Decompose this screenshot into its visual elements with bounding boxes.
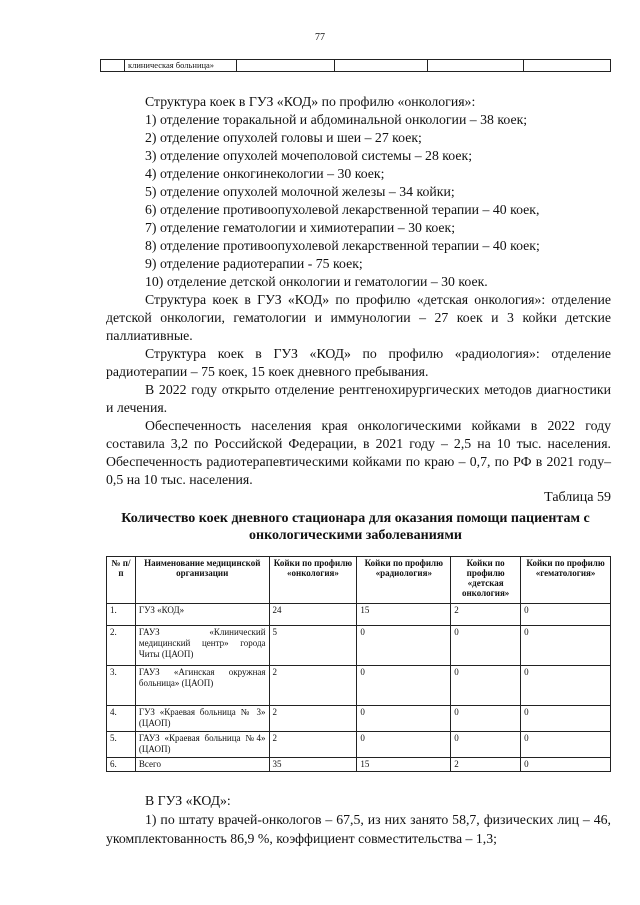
column-header: Койки по профилю «радиология»	[357, 557, 451, 604]
table-row	[107, 666, 611, 706]
table-cell: 24	[269, 604, 357, 626]
column-header: Койки по профилю «онкология»	[269, 557, 357, 604]
table-cell: ГУЗ «КОД»	[135, 604, 269, 626]
list-item: 8) отделение противоопухолевой лекарственной терапии – 40 коек;	[145, 238, 540, 253]
table-cell: ГАУЗ «Краевая больница №4» (ЦАОП)	[135, 732, 269, 758]
beds-table	[106, 556, 611, 772]
table-cell: 2	[269, 732, 357, 758]
list-item: 3) отделение опухолей мочеполовой системы – 28 коек;	[145, 148, 473, 163]
table-cell: клиническая больница»	[124, 60, 236, 72]
column-header: Койки по профилю «детская онкология»	[451, 557, 521, 604]
table-cell: 2	[269, 666, 357, 706]
table-row-total	[107, 758, 611, 772]
table-cell: 35	[269, 758, 357, 772]
section-heading: В ГУЗ «КОД»:	[145, 793, 231, 808]
table-cell	[101, 60, 125, 72]
table-cell	[334, 60, 428, 72]
list-item: 6) отделение противоопухолевой лекарственной терапии – 40 коек,	[145, 202, 540, 217]
paragraph: В 2022 году открыто отделение рентгенохирургических методов диагностики и лечения.	[106, 382, 611, 415]
table-cell: ГАУЗ «Клинический медицинский центр» города Читы (ЦАОП)	[135, 626, 269, 666]
table-row	[107, 604, 611, 626]
list-item: 2) отделение опухолей головы и шеи – 27 коек;	[145, 130, 422, 145]
table-cell: 2.	[107, 626, 136, 666]
table-cell: 6.	[107, 758, 136, 772]
table-cell: 0	[451, 706, 521, 732]
table-cell: 3.	[107, 666, 136, 706]
table-cell: ГАУЗ «Агинская окружная больница» (ЦАОП)	[135, 666, 269, 706]
table-cell: 0	[357, 626, 451, 666]
list-item: 5) отделение опухолей молочной железы – 34 койки;	[145, 184, 455, 199]
table-cell: 5	[269, 626, 357, 666]
table-cell: 0	[521, 732, 611, 758]
table-cell: 0	[451, 626, 521, 666]
table-row	[107, 732, 611, 758]
body-text	[106, 93, 611, 489]
column-header: Койки по профилю «гематология»	[521, 557, 611, 604]
list-item: 4) отделение онкогинекологии – 30 коек;	[145, 166, 385, 181]
table-label: Таблица 59	[544, 490, 611, 505]
table-cell: 2	[269, 706, 357, 732]
page-number: 77	[315, 32, 325, 43]
table-cell: 0	[521, 604, 611, 626]
paragraph: 1) по штату врачей-онкологов – 67,5, из них занято 58,7, физических лиц – 46, укомплектованность 86,9 %, коэффициент совместительства – 1,3;	[106, 812, 611, 846]
oncology-structure-heading: Структура коек в ГУЗ «КОД» по профилю «онкология»:	[145, 94, 476, 109]
table-cell: 0	[357, 706, 451, 732]
table-cell: 0	[521, 626, 611, 666]
table-header-row	[107, 557, 611, 604]
table-cell: 2	[451, 604, 521, 626]
table-cell: 0	[451, 666, 521, 706]
table-cell: 0	[357, 732, 451, 758]
table-cell: 0	[521, 758, 611, 772]
staff-section	[106, 791, 611, 848]
table-cell: 1.	[107, 604, 136, 626]
table-cell: 5.	[107, 732, 136, 758]
table-cell	[524, 60, 611, 72]
list-item: 9) отделение радиотерапии - 75 коек;	[145, 256, 363, 271]
list-item: 10) отделение детской онкологии и гематологии – 30 коек.	[145, 274, 488, 289]
paragraph: Обеспеченность населения края онкологическими койками в 2022 году составила 3,2 по Российской Федерации, в 2021 году – 2,5 на 10 тыс. населения. Обеспеченность радиотерапевтическими койками по краю – 0,7, по РФ в 2021 году– 0,5 на 10 тыс. населения.	[106, 418, 611, 487]
table-cell: 0	[521, 706, 611, 732]
paragraph: Структура коек в ГУЗ «КОД» по профилю «радиология»: отделение радиотерапии – 75 коек, 15 коек дневного пребывания.	[106, 346, 611, 379]
table-cell: 15	[357, 604, 451, 626]
table-cell: 0	[357, 666, 451, 706]
table-cell: 2	[451, 758, 521, 772]
list-item: 1) отделение торакальной и абдоминальной онкологии – 38 коек;	[145, 112, 528, 127]
table-cell: ГУЗ «Краевая больница № 3» (ЦАОП)	[135, 706, 269, 732]
table-cell: 15	[357, 758, 451, 772]
table-row	[107, 706, 611, 732]
list-item: 7) отделение гематологии и химиотерапии – 30 коек;	[145, 220, 456, 235]
table-row	[107, 626, 611, 666]
table-row	[101, 60, 611, 72]
table-title: Количество коек дневного стационара для оказания помощи пациентам с онкологическими заболеваниями	[121, 511, 590, 543]
table-cell: 0	[521, 666, 611, 706]
table-cell: 0	[451, 732, 521, 758]
column-header: № п/п	[107, 557, 136, 604]
column-header: Наименование медицинской организации	[135, 557, 269, 604]
table-cell: Всего	[135, 758, 269, 772]
continued-table	[100, 59, 611, 72]
table-cell	[428, 60, 524, 72]
table-cell: 4.	[107, 706, 136, 732]
table-cell	[236, 60, 334, 72]
paragraph: Структура коек в ГУЗ «КОД» по профилю «детская онкология»: отделение детской онкологии, гематологии и иммунологии – 27 коек и 3 койки детские паллиативные.	[106, 292, 611, 343]
